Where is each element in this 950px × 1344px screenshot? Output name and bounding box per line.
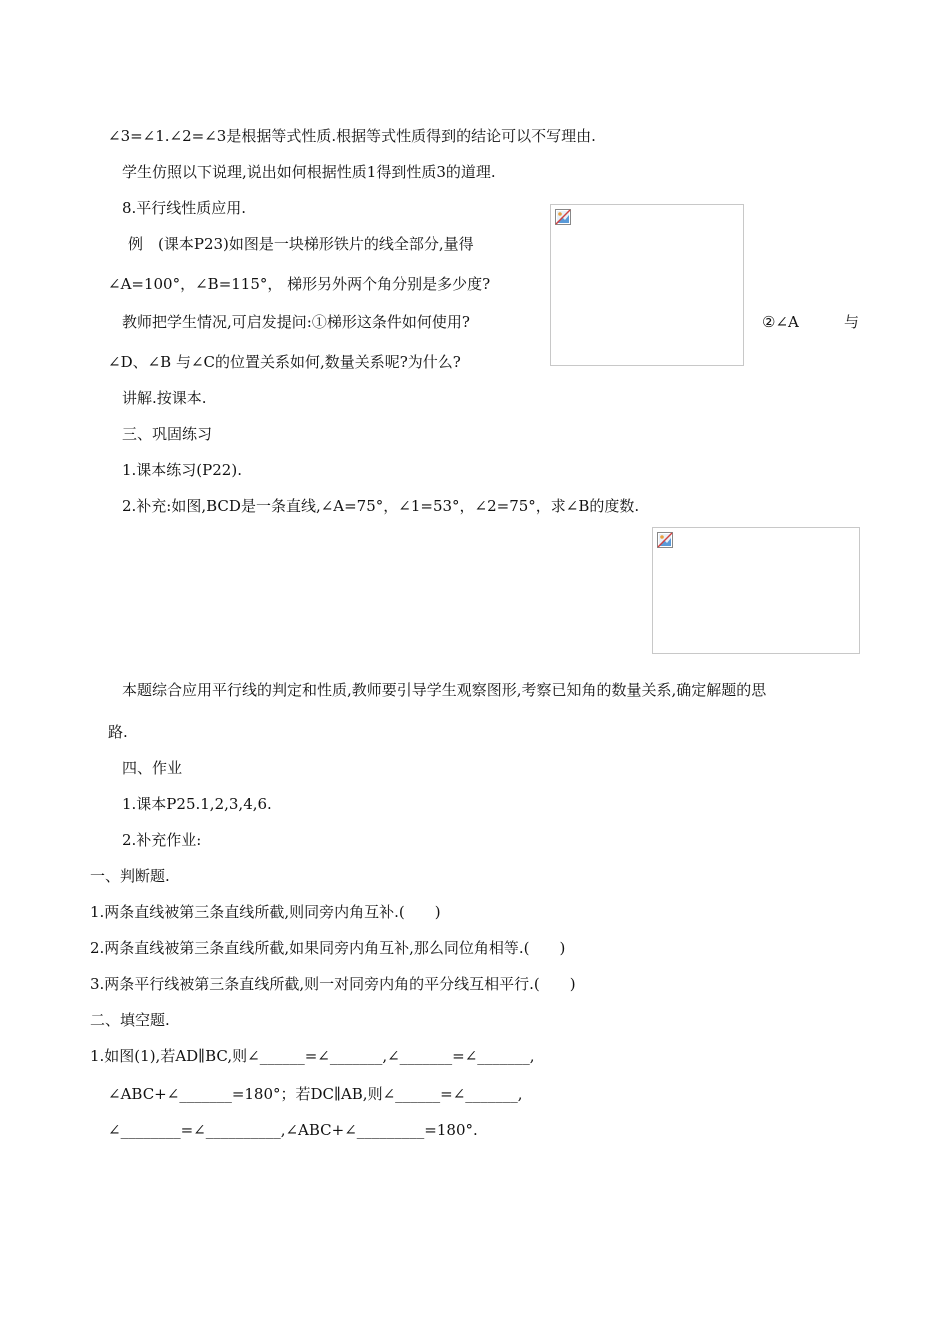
text-line: ∠3=∠1.∠2=∠3是根据等式性质.根据等式性质得到的结论可以不写理由. <box>108 127 596 145</box>
text-line: 讲解.按课本. <box>122 389 207 407</box>
section-heading: 一、判断题. <box>90 867 170 885</box>
text-line: 2.补充:如图,BCD是一条直线,∠A=75°，∠1=53°，∠2=75°，求∠B的度数. <box>122 497 640 515</box>
text-line: 本题综合应用平行线的判定和性质,教师要引导学生观察图形,考察已知角的数量关系,确定解题的思 <box>122 681 767 699</box>
text-line: 学生仿照以下说理,说出如何根据性质1得到性质3的道理. <box>122 163 496 181</box>
figure-bcd-line <box>652 527 860 654</box>
text-line: 8.平行线性质应用. <box>122 199 247 217</box>
section-heading: 三、巩固练习 <box>122 425 213 443</box>
text-line: ∠D、∠B 与∠C的位置关系如何,数量关系呢?为什么? <box>108 353 461 371</box>
question-item: 2.两条直线被第三条直线所截,如果同旁内角互补,那么同位角相等.( ) <box>90 939 566 957</box>
question-item: ∠ABC+∠_______=180°；若DC∥AB,则∠______=∠_______, <box>108 1085 523 1103</box>
text-line: 1.课本P25.1,2,3,4,6. <box>122 795 272 813</box>
question-item: 1.两条直线被第三条直线所截,则同旁内角互补.( ) <box>90 903 441 921</box>
figure-trapezoid <box>550 204 744 366</box>
section-heading: 四、作业 <box>122 759 183 777</box>
broken-image-icon <box>555 209 571 225</box>
text-line: 路. <box>108 723 128 741</box>
text-line: ∠A=100°，∠B=115°， 梯形另外两个角分别是多少度? <box>108 275 491 293</box>
text-line: 例 (课本P23)如图是一块梯形铁片的线全部分,量得 <box>128 235 474 253</box>
section-heading: 二、填空题. <box>90 1011 170 1029</box>
text-line: 与 <box>844 313 860 331</box>
text-line: 1.课本练习(P22). <box>122 461 242 479</box>
question-item: 3.两条平行线被第三条直线所截,则一对同旁内角的平分线互相平行.( ) <box>90 975 576 993</box>
question-item: ∠________=∠__________,∠ABC+∠_________=180°. <box>108 1121 478 1139</box>
text-line: 2.补充作业: <box>122 831 202 849</box>
broken-image-icon <box>657 532 673 548</box>
text-line: ②∠A <box>762 313 799 331</box>
text-line: 教师把学生情况,可启发提问:①梯形这条件如何使用? <box>122 313 470 331</box>
question-item: 1.如图(1),若AD∥BC,则∠______=∠_______,∠_______=∠_______, <box>90 1047 535 1065</box>
